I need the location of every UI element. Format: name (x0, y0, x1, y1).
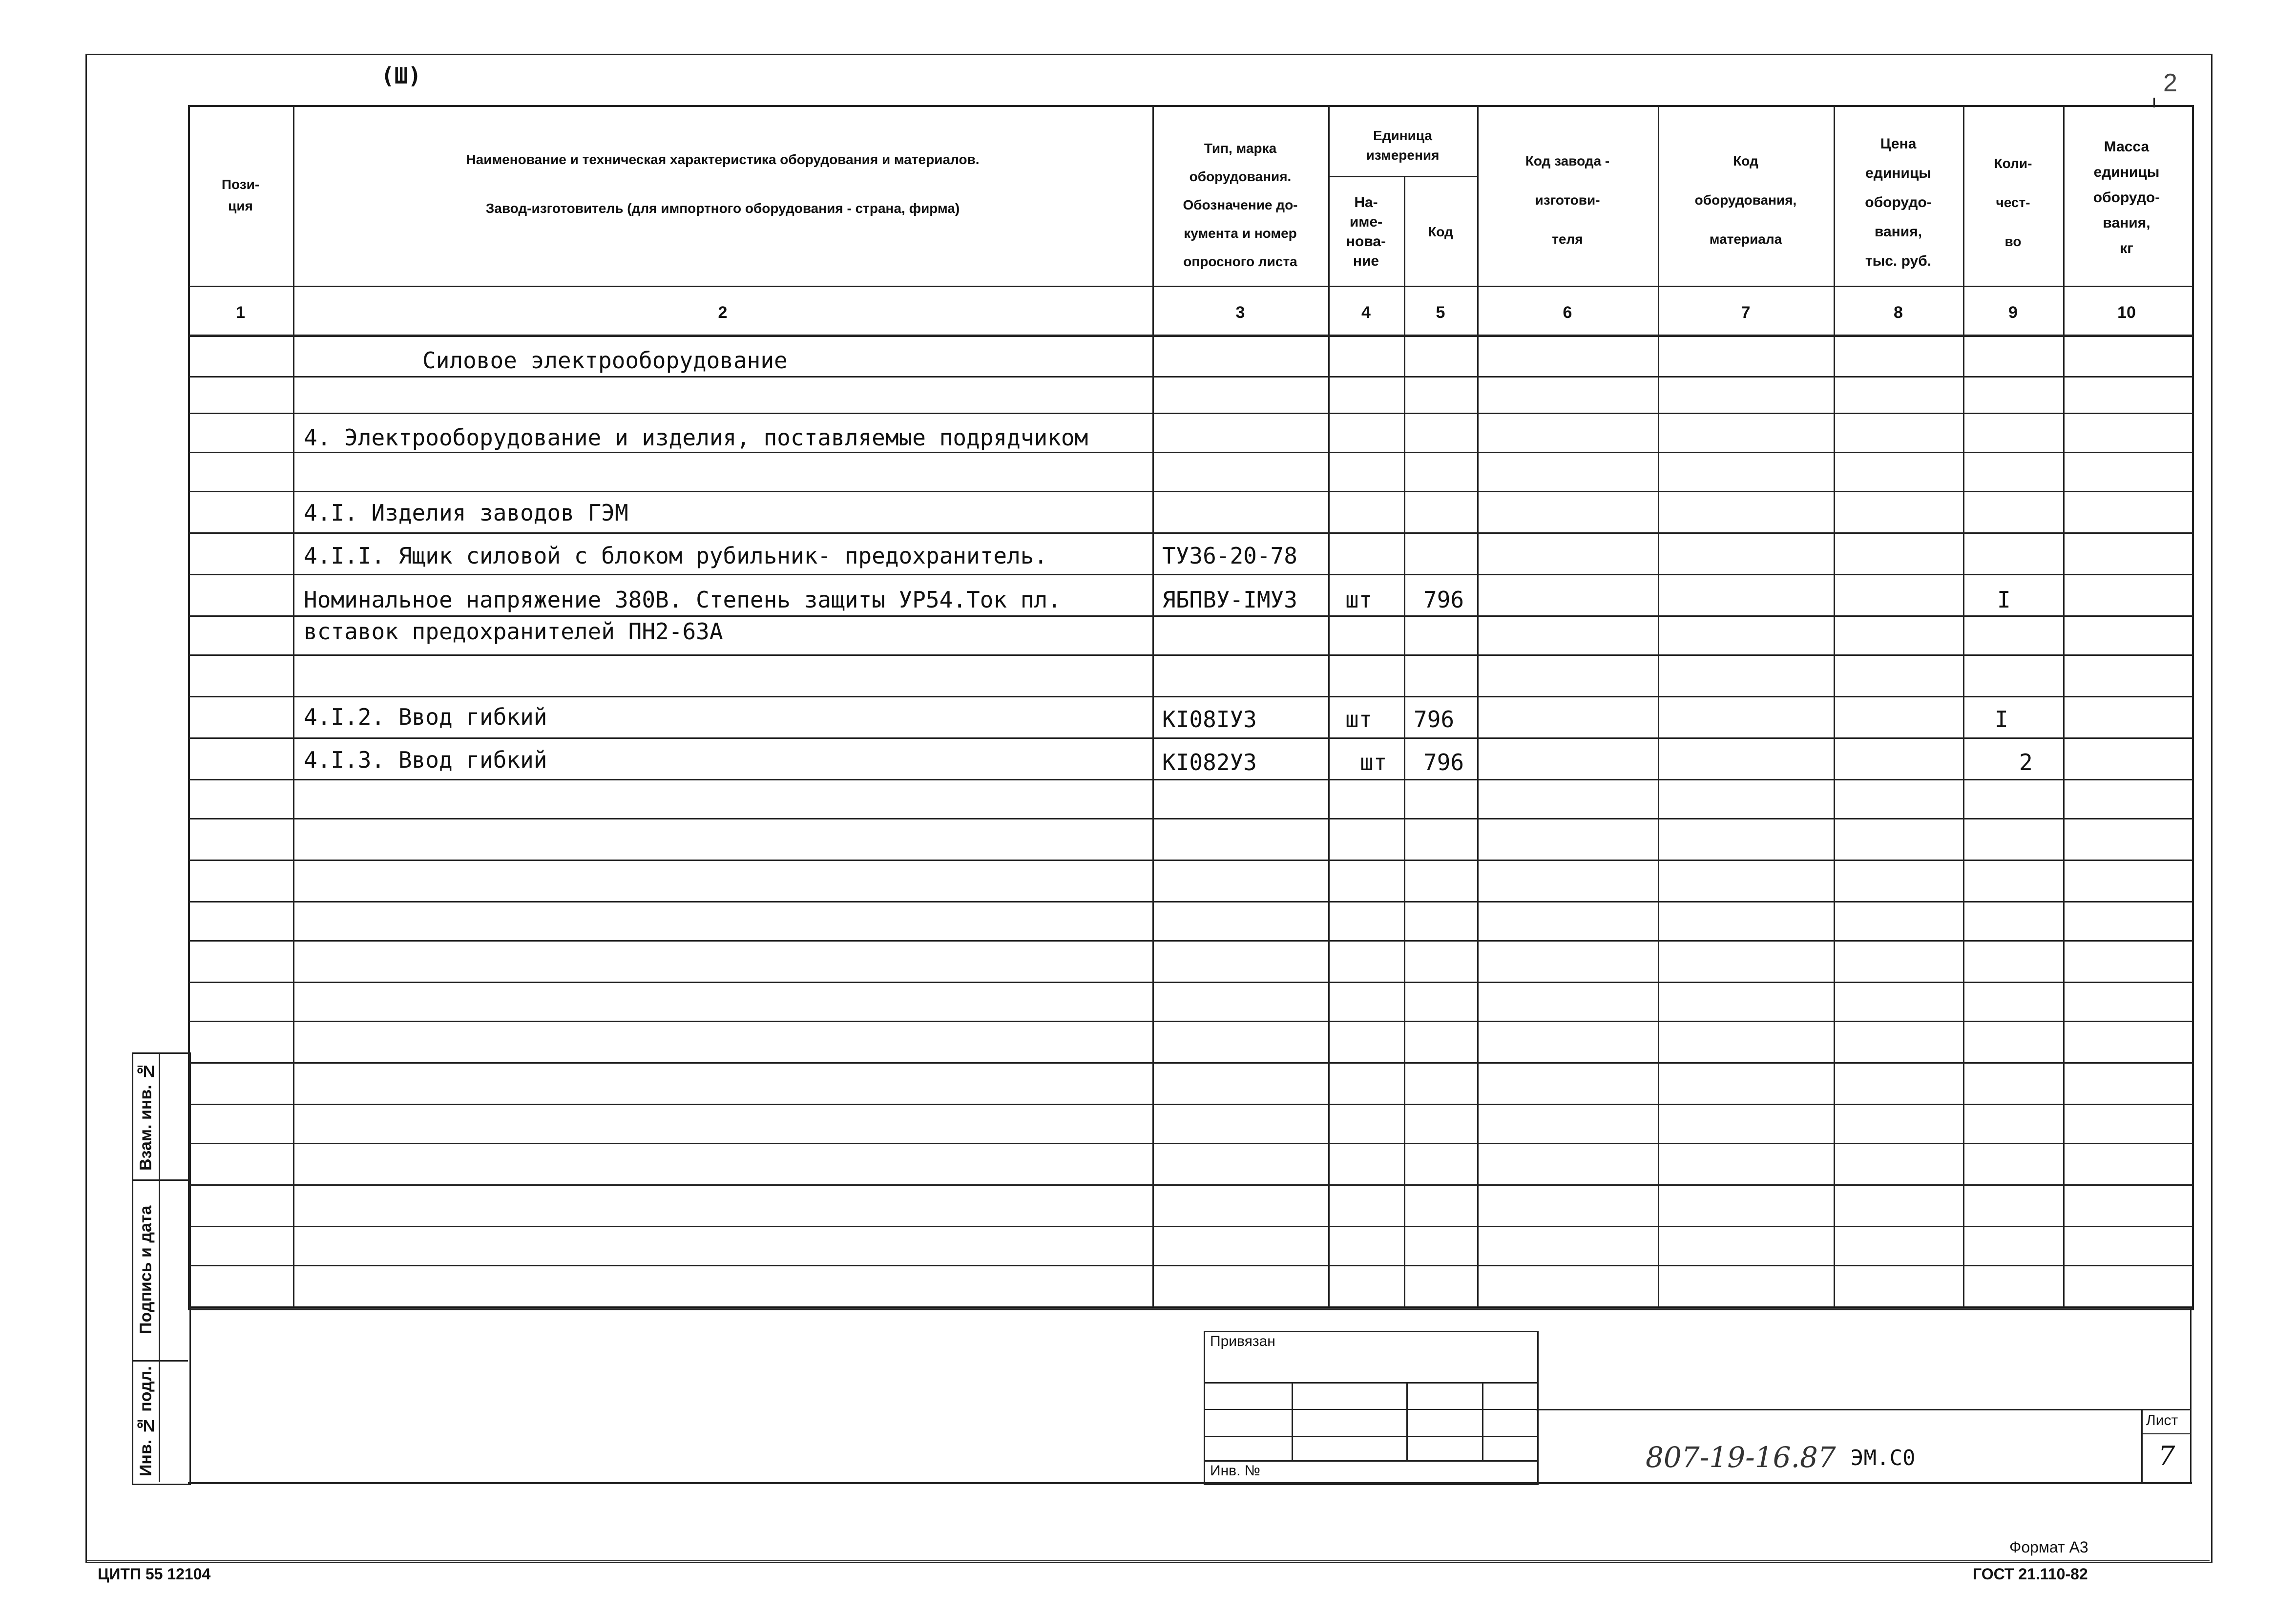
colnum-7: 7 (1741, 303, 1751, 322)
top-mark: (Ш) (381, 63, 422, 89)
row-line (188, 779, 2192, 780)
side-label-inv: Инв. № подл. (136, 1366, 155, 1476)
side-label-vzam: Взам. инв. № (136, 1061, 155, 1171)
row-line (188, 1265, 2192, 1266)
lower-block-right (2190, 1306, 2192, 1482)
header-factory-code: Код завода - изготови- теля (1525, 153, 1610, 247)
header-bottom-line (188, 286, 2192, 287)
footer-left: ЦИТП 55 12104 (98, 1565, 211, 1583)
doc-number: 807-19-16.87 (1646, 1441, 1836, 1474)
col-line-9 (2063, 105, 2065, 1306)
colnum-8: 8 (1894, 303, 1903, 322)
col-line-7 (1834, 105, 1835, 1306)
item-4-1-2-qty: I (1995, 706, 2008, 733)
row-line (188, 696, 2192, 697)
side-stamp-line-1 (132, 1179, 188, 1181)
colnum-2: 2 (718, 303, 728, 322)
list-label: Лист (2146, 1412, 2178, 1428)
side-stamp-line-2 (132, 1360, 188, 1362)
item-4-1-2-type: КI08IУ3 (1162, 706, 1257, 733)
row-line (188, 413, 2192, 414)
header-name-line1: Наименование и техническая характеристика оборудования и материалов. (466, 152, 980, 167)
row-line (188, 452, 2192, 453)
header-position: Пози- ция (221, 177, 260, 213)
header-unit-code: Код (1428, 224, 1453, 239)
item-4-1-1-type: ТУ36-20-78 (1162, 543, 1297, 569)
row-line (188, 574, 2192, 575)
item-4-1-3-qty: 2 (2019, 749, 2033, 776)
item-4-1-1-spec-name: Номинальное напряжение 380В. Степень защиты УР54.Ток пл. (304, 587, 1061, 613)
row-line (188, 376, 2192, 378)
privyazan-line-3 (1204, 1436, 1537, 1437)
side-stamp-divider (159, 1052, 160, 1482)
item-4-1-2-code: 796 (1414, 706, 1455, 733)
colnum-1: 1 (236, 303, 245, 322)
colnum-6: 6 (1563, 303, 1572, 322)
row-line (188, 860, 2192, 861)
row-line (188, 818, 2192, 819)
list-cell-divider (2141, 1433, 2190, 1434)
item-4-1-1-spec-code: 796 (1423, 587, 1464, 613)
colnum-4: 4 (1361, 303, 1371, 322)
privyazan-label: Привязан (1210, 1333, 1275, 1349)
header-price: Цена единицы оборудо- вания, тыс. руб. (1865, 136, 1932, 269)
item-4-1-1-spec-type: ЯБПВУ-IМУ3 (1162, 587, 1297, 613)
item-4-1-1-spec-unit: шт (1345, 587, 1373, 613)
row-line (188, 654, 2192, 656)
footer-line (85, 1560, 2210, 1561)
privyazan-line-4 (1204, 1460, 1537, 1462)
lower-block-bottom (188, 1482, 2192, 1484)
footer-gost: ГОСТ 21.110-82 (1973, 1565, 2088, 1583)
side-label-podpis: Подпись и дата (136, 1205, 155, 1334)
header-unit-group: Единица измерения (1366, 127, 1440, 163)
item-4-1-3-code: 796 (1423, 749, 1464, 776)
privyazan-vline-1 (1292, 1382, 1293, 1460)
row-line (188, 491, 2192, 492)
col-line-4 (1404, 176, 1405, 1306)
lower-block-top (188, 1306, 2192, 1308)
header-equipment-code: Код оборудования, материала (1694, 153, 1797, 247)
row-line (188, 1226, 2192, 1227)
row-line (188, 532, 2192, 534)
row-line (188, 1021, 2192, 1022)
header-name-line2: Завод-изготовитель (для импортного оборудования - страна, фирма) (485, 201, 960, 216)
header-mass: Масса единицы оборудо- вания, кг (2093, 139, 2160, 256)
doc-stamp-top (1536, 1409, 2190, 1410)
col-line-6 (1658, 105, 1659, 1306)
item-4-1-1-name: 4.I.I. Ящик силовой с блоком рубильник- предохранитель. (304, 543, 1048, 569)
privyazan-vline-3 (1482, 1382, 1483, 1460)
list-cell-left (2141, 1409, 2143, 1482)
unit-group-line (1328, 176, 1477, 177)
doc-code: ЭМ.С0 (1851, 1446, 1916, 1470)
col-line-8 (1963, 105, 1964, 1306)
header-type: Тип, марка оборудования. Обозначение до- кумента и номер опросного листа (1183, 141, 1298, 269)
item-4-1-1-spec2-name: вставок предохранителей ПН2-63А (304, 618, 723, 645)
list-number: 7 (2158, 1441, 2175, 1471)
colnum-9: 9 (2008, 303, 2018, 322)
row-line (188, 982, 2192, 983)
colnum-bottom-line (188, 335, 2192, 337)
row-line (188, 940, 2192, 942)
section-title: Силовое электрооборудование (422, 347, 788, 374)
inv-no-label: Инв. № (1210, 1463, 1260, 1479)
privyazan-block (1204, 1331, 1539, 1485)
row-line (188, 1104, 2192, 1105)
group-4-1-title: 4.I. Изделия заводов ГЭМ (304, 500, 628, 526)
footer-format: Формат А3 (2009, 1538, 2088, 1556)
group-4-title: 4. Электрооборудование и изделия, поставляемые подрядчиком (304, 424, 1088, 451)
row-line (188, 1184, 2192, 1186)
header-quantity: Коли- чест- во (1994, 156, 2032, 249)
privyazan-vline-2 (1406, 1382, 1408, 1460)
colnum-10: 10 (2117, 303, 2136, 322)
item-4-1-3-unit: шт (1360, 749, 1387, 776)
colnum-5: 5 (1436, 303, 1445, 322)
corner-mark: 2 (2163, 69, 2177, 97)
row-line (188, 1143, 2192, 1144)
item-4-1-2-name: 4.I.2. Ввод гибкий (304, 704, 547, 730)
privyazan-line-1 (1204, 1382, 1537, 1384)
item-4-1-2-unit: шт (1345, 706, 1373, 733)
row-line (188, 615, 2192, 617)
item-4-1-3-type: КI082У3 (1162, 749, 1257, 776)
col-line-5 (1477, 105, 1479, 1306)
col-line-1 (293, 105, 294, 1306)
header-unit-name: На- име- нова- ние (1346, 194, 1386, 269)
row-line (188, 737, 2192, 739)
row-line (188, 901, 2192, 902)
colnum-3: 3 (1235, 303, 1245, 322)
item-4-1-1-spec-qty: I (1997, 587, 2011, 613)
privyazan-line-2 (1204, 1409, 1537, 1410)
item-4-1-3-name: 4.I.3. Ввод гибкий (304, 747, 547, 773)
row-line (188, 1062, 2192, 1064)
